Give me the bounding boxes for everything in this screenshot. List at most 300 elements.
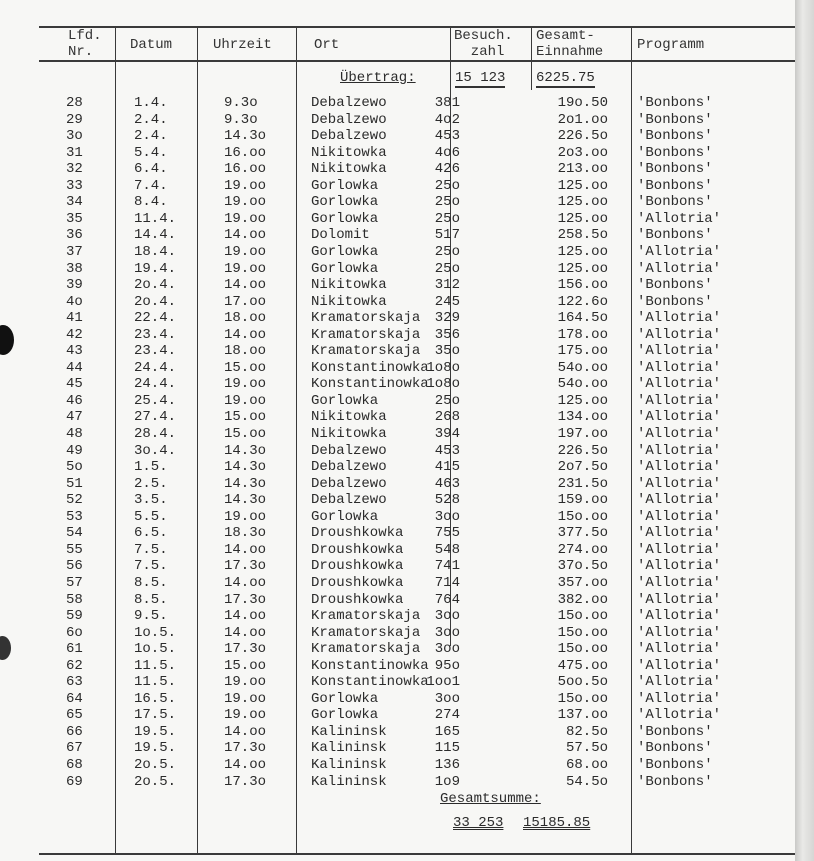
row-uhrzeit: 9.3o xyxy=(224,95,258,111)
row-einnahme: 82.5o xyxy=(565,723,608,740)
row-besucherzahl: 25o xyxy=(434,392,460,409)
table-row xyxy=(0,459,795,475)
table-row xyxy=(0,509,795,525)
table-row xyxy=(0,674,795,690)
table-row xyxy=(0,542,795,558)
row-programm: 'Allotria' xyxy=(637,657,722,674)
row-programm: 'Bonbons' xyxy=(637,111,713,128)
table-row xyxy=(0,360,795,376)
table-row xyxy=(0,294,795,310)
row-besucherzahl: 115 xyxy=(434,740,460,757)
row-programm: 'Bonbons' xyxy=(637,95,713,111)
row-nr: 29 xyxy=(66,111,83,128)
row-besucherzahl: 245 xyxy=(434,293,460,310)
row-einnahme: 156.oo xyxy=(557,277,608,294)
row-besucherzahl: 356 xyxy=(434,326,460,343)
row-nr: 64 xyxy=(66,690,83,707)
row-programm: 'Allotria' xyxy=(637,641,722,658)
table-top-rule xyxy=(39,26,795,28)
row-programm: 'Allotria' xyxy=(637,541,722,558)
row-besucherzahl: 764 xyxy=(434,591,460,608)
row-besucherzahl: 274 xyxy=(434,707,460,724)
row-datum: 2o.4. xyxy=(134,293,177,310)
row-nr: 36 xyxy=(66,227,83,244)
row-einnahme: 159.oo xyxy=(557,492,608,509)
row-programm: 'Allotria' xyxy=(637,574,722,591)
row-ort: Droushkowka xyxy=(311,558,404,575)
row-einnahme: 178.oo xyxy=(557,326,608,343)
row-datum: 7.5. xyxy=(134,558,168,575)
row-uhrzeit: 16.oo xyxy=(224,144,267,161)
row-ort: Konstantinowka xyxy=(311,657,429,674)
row-programm: 'Allotria' xyxy=(637,243,722,260)
row-nr: 39 xyxy=(66,277,83,294)
row-ort: Dolomit xyxy=(311,227,370,244)
row-programm: 'Allotria' xyxy=(637,260,722,277)
row-datum: 3o.4. xyxy=(134,442,177,459)
row-einnahme: 2o7.5o xyxy=(557,459,608,476)
row-nr: 34 xyxy=(66,194,83,211)
header-datum: Datum xyxy=(130,37,173,53)
table-row xyxy=(0,443,795,459)
row-datum: 1o.5. xyxy=(134,624,177,641)
table-bottom-rule xyxy=(39,853,795,855)
row-nr: 63 xyxy=(66,674,83,691)
row-ort: Debalzewo xyxy=(311,475,387,492)
uebertrag-besucherzahl: 15 123 xyxy=(455,70,506,86)
row-programm: 'Allotria' xyxy=(637,492,722,509)
row-ort: Debalzewo xyxy=(311,128,387,145)
row-einnahme: 258.5o xyxy=(557,227,608,244)
table-row xyxy=(0,327,795,343)
row-besucherzahl: 548 xyxy=(434,541,460,558)
row-uhrzeit: 15.oo xyxy=(224,426,267,442)
table-row xyxy=(0,112,795,128)
row-uhrzeit: 18.oo xyxy=(224,310,267,327)
header-nr: Lfd. Nr. xyxy=(68,28,102,60)
table-row xyxy=(0,592,795,608)
table-row xyxy=(0,625,795,641)
row-datum: 8.4. xyxy=(134,194,168,211)
row-uhrzeit: 14.3o xyxy=(224,128,267,145)
row-datum: 18.4. xyxy=(134,243,177,260)
header-bottom-rule xyxy=(39,60,795,62)
row-datum: 11.4. xyxy=(134,210,177,227)
row-einnahme: 226.5o xyxy=(557,128,608,145)
table-row xyxy=(0,227,795,243)
row-nr: 56 xyxy=(66,558,83,575)
gesamtsumme-einnahme: 15185.85 xyxy=(523,815,591,831)
row-programm: 'Allotria' xyxy=(637,359,722,376)
row-nr: 55 xyxy=(66,541,83,558)
row-besucherzahl: 329 xyxy=(434,310,460,327)
row-datum: 24.4. xyxy=(134,359,177,376)
row-nr: 54 xyxy=(66,525,83,542)
row-besucherzahl: 528 xyxy=(434,492,460,509)
row-nr: 59 xyxy=(66,608,83,625)
row-einnahme: 37o.5o xyxy=(557,558,608,575)
row-datum: 25.4. xyxy=(134,392,177,409)
row-nr: 41 xyxy=(66,310,83,327)
row-uhrzeit: 18.oo xyxy=(224,343,267,360)
row-einnahme: 15o.oo xyxy=(557,508,608,525)
row-besucherzahl: 4o6 xyxy=(434,144,460,161)
row-einnahme: 382.oo xyxy=(557,591,608,608)
table-row xyxy=(0,707,795,723)
row-programm: 'Bonbons' xyxy=(637,194,713,211)
row-ort: Nikitowka xyxy=(311,409,387,426)
header-programm: Programm xyxy=(637,37,705,53)
row-ort: Kramatorskaja xyxy=(311,343,421,360)
row-datum: 16.5. xyxy=(134,690,177,707)
table-row xyxy=(0,409,795,425)
row-uhrzeit: 15.oo xyxy=(224,409,267,426)
row-datum: 17.5. xyxy=(134,707,177,724)
table-row xyxy=(0,178,795,194)
gesamtsumme-label: Gesamtsumme: xyxy=(440,791,541,807)
row-ort: Nikitowka xyxy=(311,161,387,178)
table-row xyxy=(0,277,795,293)
row-einnahme: 54o.oo xyxy=(557,359,608,376)
row-datum: 2o.4. xyxy=(134,277,177,294)
row-besucherzahl: 165 xyxy=(434,723,460,740)
row-ort: Konstantinowka xyxy=(311,359,429,376)
row-datum: 1.5. xyxy=(134,459,168,476)
row-programm: 'Bonbons' xyxy=(637,128,713,145)
row-datum: 22.4. xyxy=(134,310,177,327)
row-programm: 'Bonbons' xyxy=(637,227,713,244)
row-besucherzahl: 3oo xyxy=(434,641,460,658)
row-datum: 8.5. xyxy=(134,591,168,608)
row-nr: 49 xyxy=(66,442,83,459)
row-uhrzeit: 17.3o xyxy=(224,591,267,608)
row-programm: 'Bonbons' xyxy=(637,177,713,194)
row-uhrzeit: 14.3o xyxy=(224,492,267,509)
row-nr: 68 xyxy=(66,757,83,773)
table-row xyxy=(0,476,795,492)
row-einnahme: 125.oo xyxy=(557,392,608,409)
table-row xyxy=(0,211,795,227)
row-einnahme: 15o.oo xyxy=(557,624,608,641)
row-uhrzeit: 15.oo xyxy=(224,657,267,674)
row-besucherzahl: 415 xyxy=(434,459,460,476)
row-uhrzeit: 14.oo xyxy=(224,574,267,591)
row-einnahme: 54.5o xyxy=(565,773,608,790)
row-ort: Gorlowka xyxy=(311,243,379,260)
row-datum: 19.4. xyxy=(134,260,177,277)
row-uhrzeit: 9.3o xyxy=(224,111,258,128)
row-einnahme: 125.oo xyxy=(557,210,608,227)
gesamtsumme-besucherzahl: 33 253 xyxy=(453,815,504,831)
row-einnahme: 19o.50 xyxy=(557,95,608,111)
row-datum: 6.5. xyxy=(134,525,168,542)
row-nr: 47 xyxy=(66,409,83,426)
row-einnahme: 68.oo xyxy=(565,757,608,773)
row-programm: 'Bonbons' xyxy=(637,740,713,757)
row-nr: 38 xyxy=(66,260,83,277)
row-uhrzeit: 19.oo xyxy=(224,690,267,707)
row-uhrzeit: 14.3o xyxy=(224,475,267,492)
row-uhrzeit: 17.3o xyxy=(224,641,267,658)
row-uhrzeit: 14.oo xyxy=(224,757,267,773)
row-ort: Kalininsk xyxy=(311,723,387,740)
row-programm: 'Allotria' xyxy=(637,624,722,641)
row-ort: Droushkowka xyxy=(311,541,404,558)
row-einnahme: 197.oo xyxy=(557,426,608,442)
row-programm: 'Allotria' xyxy=(637,459,722,476)
row-nr: 31 xyxy=(66,144,83,161)
row-besucherzahl: 1oo1 xyxy=(426,674,460,691)
row-besucherzahl: 453 xyxy=(434,128,460,145)
row-einnahme: 231.5o xyxy=(557,475,608,492)
row-besucherzahl: 3oo xyxy=(434,608,460,625)
row-ort: Droushkowka xyxy=(311,525,404,542)
row-ort: Gorlowka xyxy=(311,392,379,409)
row-uhrzeit: 15.oo xyxy=(224,359,267,376)
row-programm: 'Bonbons' xyxy=(637,161,713,178)
table-row xyxy=(0,774,795,790)
row-uhrzeit: 17.3o xyxy=(224,740,267,757)
row-besucherzahl: 95o xyxy=(434,657,460,674)
row-datum: 11.5. xyxy=(134,657,177,674)
row-datum: 19.5. xyxy=(134,740,177,757)
row-datum: 24.4. xyxy=(134,376,177,393)
row-uhrzeit: 19.oo xyxy=(224,508,267,525)
table-row xyxy=(0,658,795,674)
row-uhrzeit: 14.3o xyxy=(224,442,267,459)
row-programm: 'Allotria' xyxy=(637,376,722,393)
row-ort: Gorlowka xyxy=(311,194,379,211)
row-einnahme: 5oo.5o xyxy=(557,674,608,691)
row-uhrzeit: 14.oo xyxy=(224,608,267,625)
row-besucherzahl: 3oo xyxy=(434,690,460,707)
row-nr: 45 xyxy=(66,376,83,393)
row-ort: Debalzewo xyxy=(311,95,387,111)
row-ort: Kalininsk xyxy=(311,757,387,773)
header-uhrzeit: Uhrzeit xyxy=(213,37,272,53)
row-besucherzahl: 1o8o xyxy=(426,376,460,393)
row-nr: 28 xyxy=(66,95,83,111)
table-row xyxy=(0,128,795,144)
row-uhrzeit: 17.3o xyxy=(224,558,267,575)
row-besucherzahl: 4o2 xyxy=(434,111,460,128)
row-besucherzahl: 136 xyxy=(434,757,460,773)
table-row xyxy=(0,393,795,409)
row-nr: 44 xyxy=(66,359,83,376)
row-ort: Kalininsk xyxy=(311,773,387,790)
row-besucherzahl: 755 xyxy=(434,525,460,542)
row-einnahme: 122.6o xyxy=(557,293,608,310)
table-row xyxy=(0,492,795,508)
row-nr: 32 xyxy=(66,161,83,178)
row-nr: 5o xyxy=(66,459,83,476)
row-ort: Nikitowka xyxy=(311,293,387,310)
row-nr: 51 xyxy=(66,475,83,492)
row-datum: 2o.5. xyxy=(134,773,177,790)
page-edge xyxy=(795,0,814,861)
row-besucherzahl: 25o xyxy=(434,243,460,260)
row-nr: 62 xyxy=(66,657,83,674)
row-ort: Konstantinowka xyxy=(311,674,429,691)
table-row xyxy=(0,608,795,624)
row-besucherzahl: 268 xyxy=(434,409,460,426)
row-einnahme: 137.oo xyxy=(557,707,608,724)
uebertrag-label: Übertrag: xyxy=(340,70,416,86)
row-einnahme: 213.oo xyxy=(557,161,608,178)
row-nr: 37 xyxy=(66,243,83,260)
row-einnahme: 2o1.oo xyxy=(557,111,608,128)
row-ort: Gorlowka xyxy=(311,707,379,724)
row-besucherzahl: 463 xyxy=(434,475,460,492)
row-nr: 48 xyxy=(66,426,83,442)
row-datum: 1o.5. xyxy=(134,641,177,658)
row-programm: 'Allotria' xyxy=(637,591,722,608)
row-nr: 57 xyxy=(66,574,83,591)
row-besucherzahl: 25o xyxy=(434,210,460,227)
table-row xyxy=(0,641,795,657)
row-einnahme: 54o.oo xyxy=(557,376,608,393)
row-nr: 66 xyxy=(66,723,83,740)
row-datum: 5.5. xyxy=(134,508,168,525)
row-uhrzeit: 16.oo xyxy=(224,161,267,178)
row-programm: 'Allotria' xyxy=(637,392,722,409)
row-besucherzahl: 741 xyxy=(434,558,460,575)
row-ort: Konstantinowka xyxy=(311,376,429,393)
row-besucherzahl: 714 xyxy=(434,574,460,591)
row-einnahme: 134.oo xyxy=(557,409,608,426)
row-einnahme: 15o.oo xyxy=(557,641,608,658)
row-ort: Kalininsk xyxy=(311,740,387,757)
table-row xyxy=(0,95,795,111)
row-nr: 6o xyxy=(66,624,83,641)
row-einnahme: 357.oo xyxy=(557,574,608,591)
row-uhrzeit: 19.oo xyxy=(224,260,267,277)
row-einnahme: 175.oo xyxy=(557,343,608,360)
row-uhrzeit: 19.oo xyxy=(224,243,267,260)
table-row xyxy=(0,575,795,591)
row-besucherzahl: 381 xyxy=(434,95,460,111)
row-datum: 19.5. xyxy=(134,723,177,740)
row-programm: 'Allotria' xyxy=(637,674,722,691)
row-uhrzeit: 17.3o xyxy=(224,773,267,790)
table-row xyxy=(0,558,795,574)
row-nr: 46 xyxy=(66,392,83,409)
table-row xyxy=(0,194,795,210)
row-ort: Debalzewo xyxy=(311,111,387,128)
row-ort: Kramatorskaja xyxy=(311,326,421,343)
row-datum: 7.4. xyxy=(134,177,168,194)
row-uhrzeit: 14.oo xyxy=(224,227,267,244)
row-besucherzahl: 1o8o xyxy=(426,359,460,376)
row-uhrzeit: 19.oo xyxy=(224,707,267,724)
row-einnahme: 125.oo xyxy=(557,177,608,194)
row-besucherzahl: 25o xyxy=(434,177,460,194)
row-uhrzeit: 14.oo xyxy=(224,326,267,343)
row-uhrzeit: 17.oo xyxy=(224,293,267,310)
row-nr: 58 xyxy=(66,591,83,608)
row-uhrzeit: 19.oo xyxy=(224,194,267,211)
row-nr: 67 xyxy=(66,740,83,757)
row-uhrzeit: 19.oo xyxy=(224,376,267,393)
row-ort: Gorlowka xyxy=(311,210,379,227)
row-datum: 28.4. xyxy=(134,426,177,442)
table-row xyxy=(0,724,795,740)
table-row xyxy=(0,757,795,773)
uebertrag-einnahme: 6225.75 xyxy=(536,70,595,86)
row-programm: 'Bonbons' xyxy=(637,293,713,310)
row-besucherzahl: 3oo xyxy=(434,624,460,641)
row-datum: 2.5. xyxy=(134,475,168,492)
row-besucherzahl: 453 xyxy=(434,442,460,459)
row-einnahme: 274.oo xyxy=(557,541,608,558)
row-programm: 'Bonbons' xyxy=(637,277,713,294)
row-einnahme: 226.5o xyxy=(557,442,608,459)
row-datum: 8.5. xyxy=(134,574,168,591)
row-ort: Gorlowka xyxy=(311,177,379,194)
row-einnahme: 125.oo xyxy=(557,243,608,260)
row-programm: 'Allotria' xyxy=(637,310,722,327)
row-nr: 43 xyxy=(66,343,83,360)
row-einnahme: 475.oo xyxy=(557,657,608,674)
row-nr: 35 xyxy=(66,210,83,227)
row-ort: Nikitowka xyxy=(311,426,387,442)
table-row xyxy=(0,244,795,260)
row-einnahme: 57.5o xyxy=(565,740,608,757)
row-ort: Gorlowka xyxy=(311,690,379,707)
row-besucherzahl: 1o9 xyxy=(434,773,460,790)
row-nr: 4o xyxy=(66,293,83,310)
table-row xyxy=(0,376,795,392)
row-besucherzahl: 517 xyxy=(434,227,460,244)
row-programm: 'Allotria' xyxy=(637,707,722,724)
row-programm: 'Allotria' xyxy=(637,508,722,525)
row-datum: 23.4. xyxy=(134,326,177,343)
row-datum: 5.4. xyxy=(134,144,168,161)
row-datum: 9.5. xyxy=(134,608,168,625)
row-uhrzeit: 14.oo xyxy=(224,277,267,294)
row-ort: Debalzewo xyxy=(311,492,387,509)
row-besucherzahl: 394 xyxy=(434,426,460,442)
row-besucherzahl: 25o xyxy=(434,260,460,277)
row-programm: 'Allotria' xyxy=(637,326,722,343)
row-einnahme: 164.5o xyxy=(557,310,608,327)
table-row xyxy=(0,161,795,177)
row-uhrzeit: 19.oo xyxy=(224,392,267,409)
row-uhrzeit: 18.3o xyxy=(224,525,267,542)
row-datum: 1.4. xyxy=(134,95,168,111)
table-row xyxy=(0,261,795,277)
row-einnahme: 377.5o xyxy=(557,525,608,542)
row-uhrzeit: 14.oo xyxy=(224,723,267,740)
row-ort: Kramatorskaja xyxy=(311,624,421,641)
row-ort: Nikitowka xyxy=(311,144,387,161)
row-besucherzahl: 3oo xyxy=(434,508,460,525)
row-besucherzahl: 426 xyxy=(434,161,460,178)
row-ort: Debalzewo xyxy=(311,459,387,476)
row-einnahme: 15o.oo xyxy=(557,608,608,625)
row-uhrzeit: 19.oo xyxy=(224,177,267,194)
table-row xyxy=(0,145,795,161)
row-datum: 7.5. xyxy=(134,541,168,558)
row-uhrzeit: 14.oo xyxy=(224,624,267,641)
row-nr: 69 xyxy=(66,773,83,790)
row-datum: 27.4. xyxy=(134,409,177,426)
row-datum: 3.5. xyxy=(134,492,168,509)
row-einnahme: 2o3.oo xyxy=(557,144,608,161)
row-nr: 33 xyxy=(66,177,83,194)
row-programm: 'Allotria' xyxy=(637,525,722,542)
table-row xyxy=(0,343,795,359)
